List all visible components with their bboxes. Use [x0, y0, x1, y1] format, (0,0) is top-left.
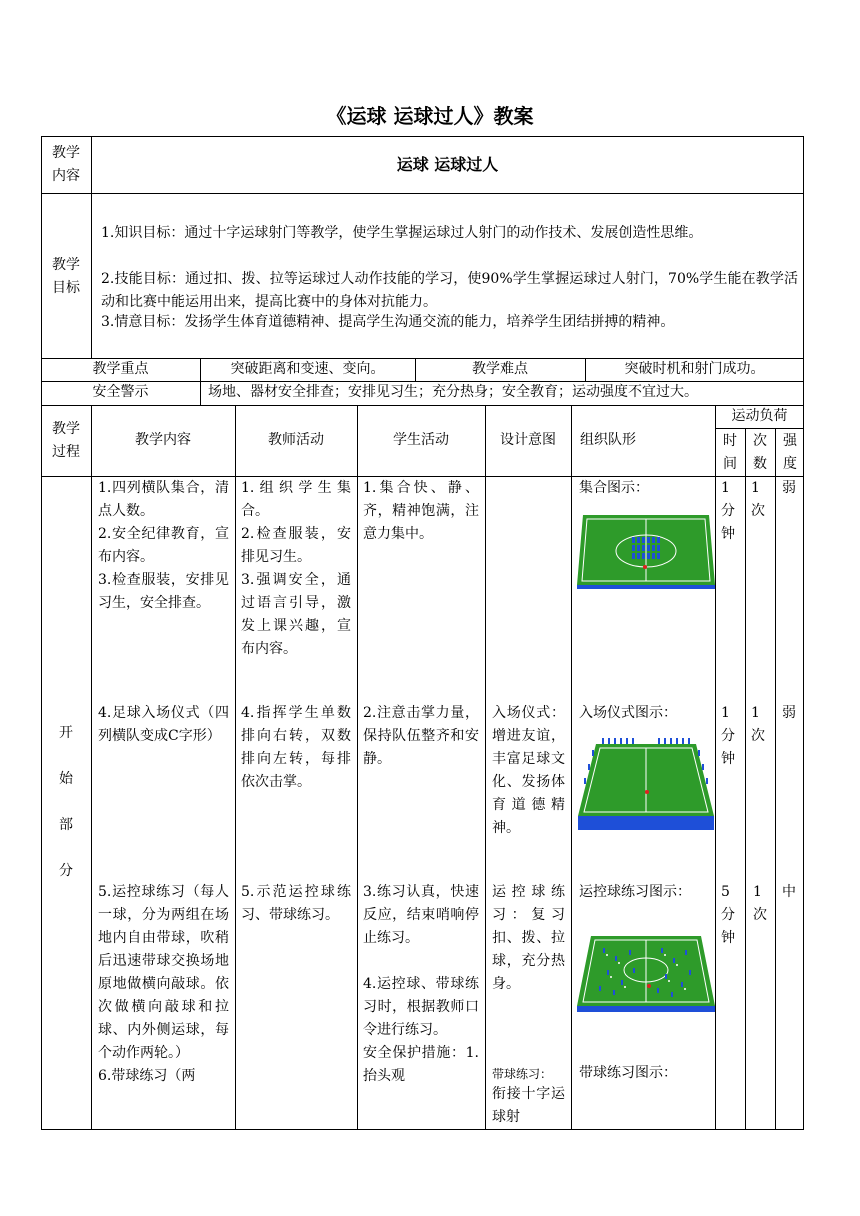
row2-content: 4.足球入场仪式（四列横队变成C字形）: [98, 705, 229, 744]
key-label: 教学重点: [92, 361, 149, 377]
row1-time: 1分钟: [721, 480, 735, 542]
row1-teacher: 1.组织学生集合。 2.检查服装，安排见习生。 3.强调安全，通过语言引导，激发上课兴趣，宣布内容。: [241, 480, 351, 657]
header-formation: 组织队形: [580, 432, 636, 448]
safety-value: 场地、器材安全排查；安排见习生；充分热身；安全教育；运动强度不宜过大。: [208, 384, 698, 400]
col-divider: [715, 405, 716, 1130]
col-divider: [91, 405, 92, 1130]
row-divider: [715, 428, 804, 429]
entrance-ceremony-diagram: [578, 730, 714, 830]
col-divider: [485, 405, 486, 1130]
row3-student: 3.练习认真，快速反应，结束哨响停止练习。 4.运控球、带球练习时，根据教师口令进行练习。 安全保护措施：1.抬头观: [363, 884, 479, 1084]
assembly-formation-diagram: [577, 509, 715, 589]
difficulty-value: 突破时机和射门成功。: [624, 361, 765, 377]
row3-teacher: 5.示范运控球练习、带球练习。: [241, 884, 351, 923]
header-process: 教学过程: [52, 421, 80, 460]
header-intensity: 强度: [783, 433, 797, 472]
header-count: 次数: [753, 433, 767, 472]
key-value: 突破距离和变速、变向。: [230, 361, 385, 377]
row2-student: 2.注意击掌力量，保持队伍整齐和安静。: [363, 705, 479, 767]
row2-time: 1分钟: [721, 705, 735, 767]
col-divider: [571, 405, 572, 1130]
header-teacher: 教师活动: [268, 432, 324, 448]
row3-count: 1次: [753, 884, 767, 923]
header-time: 时间: [723, 433, 737, 472]
row2-teacher: 4.指挥学生单数排向右转，双数排向左转，每排依次击掌。: [241, 705, 351, 790]
row1-formation: 集合图示：: [579, 480, 649, 496]
objective-knowledge: 1.知识目标：通过十字运球射门等教学，使学生掌握运球过人射门的动作技术、发展创造性思维。: [101, 225, 703, 241]
content-value: 运球 运球过人: [396, 155, 499, 174]
header-content: 教学内容: [135, 432, 191, 448]
header-student: 学生活动: [393, 432, 449, 448]
row3-formation-dribble: 带球练习图示：: [579, 1065, 677, 1081]
row2-count: 1次: [751, 705, 765, 744]
row2-intensity: 弱: [782, 705, 796, 721]
row1-content: 1.四列横队集合，清点人数。 2.安全纪律教育，宣布内容。 3.检查服装，安排见习生，安全排查。: [98, 480, 229, 611]
row3-intent: 运控球练习：复习扣、拨、拉球，充分热身。: [492, 884, 565, 992]
row2-intent: 入场仪式：增进友谊，丰富足球文化、发扬体育道德精神。: [492, 705, 565, 836]
row2-formation: 入场仪式图示：: [579, 705, 677, 721]
col-divider: [775, 428, 776, 1130]
row3-content: 5.运控球练习（每人一球，分为两组在场地内自由带球，吹稍后迅速带球交换场地原地做横向敲球。依次做横向敲球和拉球、内外侧运球，每个动作两轮。） 6.带球练习（两: [98, 884, 229, 1084]
section-char: 部: [59, 817, 73, 833]
row3-intent-dribble: 衔接十字运球射: [492, 1086, 565, 1125]
objective-affective: 3.情意目标：发扬学生体育道德精神、提高学生沟通交流的能力，培养学生团结拼搏的精神。: [101, 314, 675, 330]
section-char: 始: [59, 771, 73, 787]
row1-count: 1次: [751, 480, 765, 519]
safety-label: 安全警示: [92, 384, 149, 400]
row3-formation: 运控球练习图示：: [579, 884, 691, 900]
col-divider: [235, 405, 236, 1130]
row-divider: [41, 405, 804, 406]
row1-intensity: 弱: [782, 480, 796, 496]
row1-student: 1.集合快、静、齐，精神饱满，注意力集中。: [363, 480, 479, 542]
row3-time: 5分钟: [721, 884, 735, 946]
row3-intensity: 中: [782, 884, 796, 900]
row3-intent-dribble-label: 带球练习：: [492, 1067, 553, 1081]
document-title: 《运球 运球过人》教案: [326, 104, 534, 128]
header-load: 运动负荷: [731, 408, 788, 424]
section-char: 开: [59, 725, 73, 741]
col-divider: [357, 405, 358, 1130]
objectives-label: 教学目标: [52, 257, 80, 296]
row-divider: [41, 193, 804, 194]
difficulty-label: 教学难点: [472, 361, 528, 377]
ball-control-practice-diagram: [577, 930, 715, 1012]
col-divider: [745, 428, 746, 1130]
objective-skill: 2.技能目标：通过扣、拨、拉等运球过人动作技能的学习，使90%学生掌握运球过人射门，70%学生能在教学活动和比赛中能运用出来，提高比赛中的身体对抗能力。: [101, 271, 798, 310]
section-char: 分: [59, 863, 73, 879]
header-intent: 设计意图: [500, 432, 556, 448]
content-label: 教学内容: [52, 145, 80, 184]
